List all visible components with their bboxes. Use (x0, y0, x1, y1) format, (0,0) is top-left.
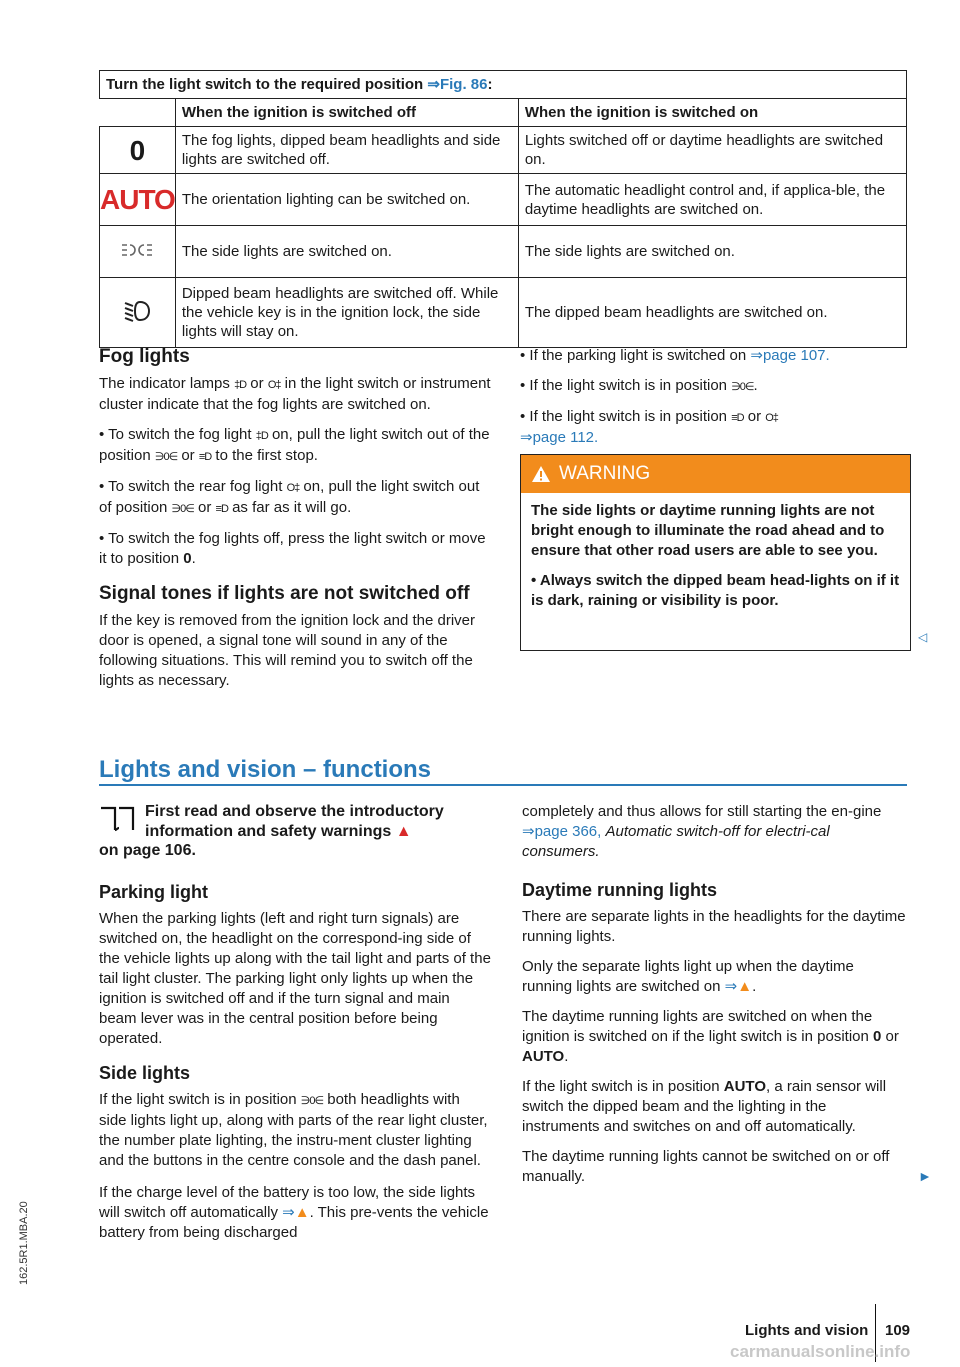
col-header-on: When the ignition is switched on (518, 99, 906, 127)
front-fog-icon: ‡D (234, 379, 247, 391)
light-switch-table (99, 70, 907, 348)
fog-intro: The indicator lamps ‡D or O‡ in the light switch or instrument cluster indicate that the fog lights are switched on. (99, 375, 491, 413)
fog-lights-section (99, 346, 491, 691)
footer-section: Lights and vision (745, 1322, 869, 1339)
list-item: • If the parking light is switched on ⇒page 107. (520, 347, 830, 364)
table-row (100, 174, 907, 226)
daytime-p5: The daytime running lights cannot be switched on or off manually. (522, 1148, 890, 1185)
front-fog-icon: ‡D (255, 430, 268, 442)
dipped-beam-icon: ≡D (731, 412, 744, 424)
cell-off: Dipped beam headlights are switched off. While the vehicle key is in the ignition lock, the side lights will stay on. (175, 278, 518, 348)
daytime-p2: Only the separate lights light up when the daytime running lights are switched on ⇒▲. (522, 958, 854, 995)
rear-fog-icon: O‡ (286, 482, 300, 494)
page-link[interactable]: ⇒page 366, (522, 823, 606, 840)
table-row (100, 278, 907, 348)
dipped-beam-icon (100, 278, 176, 348)
list-item: • If the light switch is in position ∋0∈. (520, 377, 758, 394)
continue-arrow-icon[interactable]: ► (918, 1168, 932, 1184)
fog-heading: Fog lights (99, 346, 190, 367)
warning-label: WARNING (559, 463, 651, 484)
right-lower-column (522, 802, 907, 1187)
daytime-heading: Daytime running lights (522, 880, 718, 900)
cell-on: Lights switched off or daytime headlights are switched on. (518, 127, 906, 174)
fog-bullet-3: • To switch the fog lights off, press the light switch or move it to position 0. (99, 530, 486, 567)
side-lights-icon: ∋0∈ (731, 381, 754, 393)
table-caption: Turn the light switch to the required position ⇒Fig. 86: (100, 71, 907, 99)
cell-on: The dipped beam headlights are switched on. (518, 278, 906, 348)
daytime-p1: There are separate lights in the headlights for the daytime running lights. (522, 908, 906, 945)
fog-bullet-2: • To switch the rear fog light O‡ on, pull the light switch out of position ∋0∈ or ≡D as far as it will go. (99, 478, 480, 516)
fog-bullet-1: • To switch the fog light ‡D on, pull the light switch out of the position ∋0∈ or ≡D to the first stop. (99, 426, 490, 464)
col-header-off: When the ignition is switched off (175, 99, 518, 127)
watermark: carmanualsonline.info (730, 1342, 911, 1361)
warning-box (520, 454, 911, 651)
side-text-2: If the charge level of the battery is too low, the side lights will switch off automatically ⇒▲. This pre-vents the vehicle battery from being discharged (99, 1184, 489, 1241)
warning-link[interactable]: ⇒▲ (282, 1204, 310, 1221)
warning-bullet: • Always switch the dipped beam head-lights on if it is dark, raining or visibility is poor. (531, 572, 900, 609)
warning-header (521, 455, 910, 493)
read-first-page: on page 106. (99, 842, 196, 859)
table-row (100, 127, 907, 174)
cell-on: The automatic headlight control and, if applica-ble, the daytime headlights are switched on. (518, 174, 906, 226)
book-icon (99, 804, 135, 834)
rear-fog-icon: O‡ (267, 379, 281, 391)
daytime-p4: If the light switch is in position AUTO, a rain sensor will switch the dipped beam and the lighting in the instruments and switches on and off automatically. (522, 1078, 887, 1135)
rear-fog-icon: O‡ (765, 412, 778, 424)
table-row (100, 226, 907, 278)
side-lights-icon: ∋0∈ (154, 451, 178, 463)
dipped-beam-icon: ≡D (215, 503, 228, 515)
signal-text: If the key is removed from the ignition lock and the driver door is opened, a signal tone will sound in any of the following situations. This will remind you to switch off the lights as necessary. (99, 612, 476, 689)
cell-off: The orientation lighting can be switched on. (175, 174, 518, 226)
parking-heading: Parking light (99, 882, 209, 902)
fig-link[interactable]: ⇒Fig. 86 (427, 76, 488, 93)
side-lights-icon (100, 226, 176, 278)
back-arrow-icon[interactable]: ◁ (918, 630, 928, 644)
page-link[interactable]: ⇒page 107. (750, 347, 830, 364)
side-heading: Side lights (99, 1063, 191, 1083)
signal-heading: Signal tones if lights are not switched off (99, 583, 470, 604)
list-item: • If the light switch is in position ≡D or O‡ ⇒page 112. (520, 408, 778, 446)
parking-text: When the parking lights (left and right turn signals) are switched on, the headlight on the correspond-ing side of the vehicle lights up along with the tail light and parts of the tail light cluster. The parking light only lights up when the ignition is switched off and if the turn signal and main beam lever was in the central position before being operated. (99, 910, 491, 1047)
section-rule (99, 784, 907, 786)
position-auto: AUTO (100, 174, 176, 226)
warning-text: The side lights or daytime running lights are not bright enough to illuminate the road ahead and to ensure that other road users are able to see you. (531, 502, 885, 559)
side-lights-icon: ∋0∈ (300, 1095, 324, 1107)
position-0: 0 (100, 127, 176, 174)
warning-triangle-icon (531, 465, 551, 483)
page-link[interactable]: ⇒page 112. (520, 429, 599, 446)
right-list (520, 346, 909, 448)
dipped-beam-icon: ≡D (198, 451, 212, 463)
cell-off: The fog lights, dipped beam headlights and side lights are switched off. (175, 127, 518, 174)
cell-on: The side lights are switched on. (518, 226, 906, 278)
warning-link[interactable]: ⇒▲ (724, 978, 753, 995)
warning-triangle-icon: ▲ (395, 823, 412, 840)
side-code: 162.5R1.MBA.20 (18, 1201, 30, 1285)
page-number: 109 (885, 1322, 911, 1339)
side-lights-icon: ∋0∈ (171, 503, 194, 515)
section-title: Lights and vision – functions (99, 756, 432, 783)
left-lower-column (99, 802, 491, 1243)
continued-text: completely and thus allows for still starting the en-gine ⇒page 366, Automatic switch-off for electri-cal consumers. (522, 803, 882, 860)
cell-off: The side lights are switched on. (175, 226, 518, 278)
read-first-note: First read and observe the introductory information and safety warnings ▲ (99, 802, 491, 842)
daytime-p3: The daytime running lights are switched on when the ignition is switched on if the light switch is in position 0 or AUTO. (522, 1008, 899, 1065)
side-text: If the light switch is in position ∋0∈ both headlights with side lights light up, along with parts of the rear light cluster, the number plate lighting, the instru-ment cluster lighting and the buttons in the centre console and the dash panel. (99, 1091, 488, 1169)
